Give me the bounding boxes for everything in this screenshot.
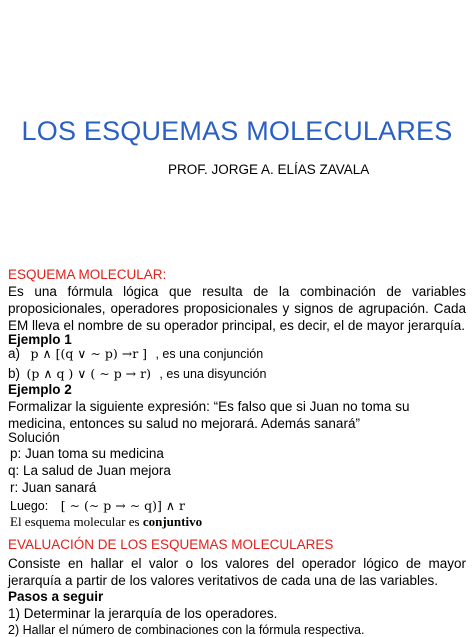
steps-label: Pasos a seguir xyxy=(8,589,104,604)
step-2: 2) Hallar el número de combinaciones con la fórmula respectiva. xyxy=(8,623,365,637)
conclusion-line xyxy=(10,514,202,530)
example-a-note: , es una conjunción xyxy=(155,347,264,361)
luego-formula: [ ∼ (∼ p → ∼ q)] ∧ r xyxy=(60,498,186,513)
variable-q-definition: q: La salud de Juan mejora xyxy=(8,463,171,478)
definition-paragraph: Es una fórmula lógica que resulta de la combinación de variables proposicionales, operadores proposicionales y signos de agrupación. Cada EM lleva el nombre de su operador principal, es decir, el de mayor jerarquía. xyxy=(8,284,466,333)
example-a-line xyxy=(8,345,263,363)
luego-line xyxy=(10,497,185,515)
example-b-prefix: b) xyxy=(8,366,21,381)
luego-label: Luego: xyxy=(10,499,49,513)
example2-text: Formalizar la siguiente expresión: “Es falso que si Juan no toma su medicina, entonces su salud no mejorará. Además sanará” xyxy=(8,399,410,431)
page-title: LOS ESQUEMAS MOLECULARES xyxy=(21,116,453,146)
example-b-formula: (p ∧ q ) ∨ ( ∼ p → r) xyxy=(26,366,151,381)
example2-label: Ejemplo 2 xyxy=(8,382,72,397)
section-heading-evaluacion: EVALUACIÓN DE LOS ESQUEMAS MOLECULARES xyxy=(8,537,334,552)
variable-r-definition: r: Juan sanará xyxy=(10,480,97,495)
evaluation-paragraph: Consiste en hallar el valor o los valores del operador lógico de mayor jerarquía a partir de los valores veritativos de cada una de las variables. xyxy=(8,556,466,588)
section-heading-esquema-molecular: ESQUEMA MOLECULAR: xyxy=(8,267,167,282)
variable-p-definition: p: Juan toma su medicina xyxy=(10,446,164,461)
example1-label: Ejemplo 1 xyxy=(8,332,72,347)
author-line: PROF. JORGE A. ELÍAS ZAVALA xyxy=(168,162,370,177)
example-a-formula: p ∧ [(q ∨ ∼ p) →r ] xyxy=(30,346,148,361)
conclusion-word: conjuntivo xyxy=(142,514,203,529)
step-1: 1) Determinar la jerarquía de los operadores. xyxy=(8,606,278,621)
conclusion-text: El esquema molecular es xyxy=(10,514,143,529)
solution-label: Solución xyxy=(8,430,60,445)
example-b-note: , es una disyunción xyxy=(159,367,267,381)
example-b-line xyxy=(8,365,266,383)
example-a-prefix: a) xyxy=(8,346,21,361)
